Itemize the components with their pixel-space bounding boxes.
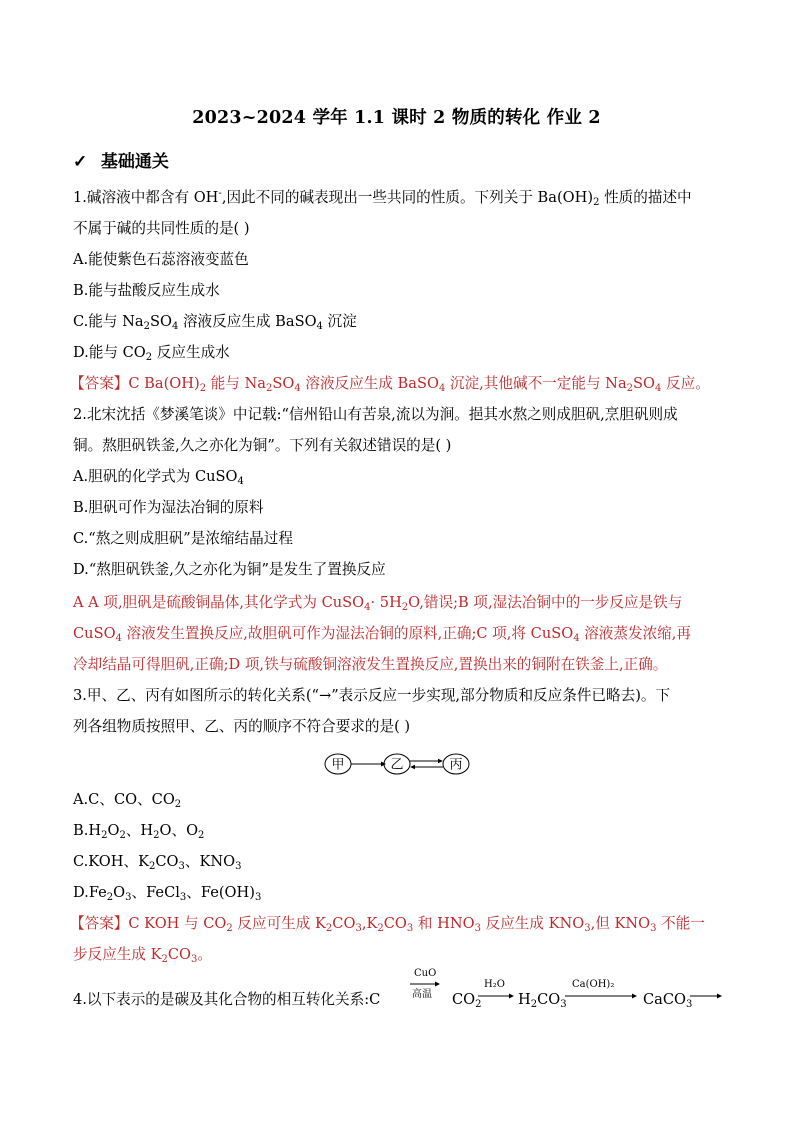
q1-option-b: B.能与盐酸反应生成水: [73, 282, 220, 299]
arrow-yi-bing-head: [438, 759, 443, 763]
q4-product-h2co3: $H_2CO_3$: [518, 991, 567, 1010]
q4-arrow2: [478, 993, 514, 999]
q3-answer-line1: 【答案】C KOH 与 $CO_2$ 反应可生成 $K_2CO_3,K_2CO_3$ 和 $HNO_3$ 反应生成 $KNO_3$,但 $KNO_3$ 不能一: [70, 915, 705, 934]
q3-option-b: $B.H_2O_2$、$H_2O$、$O_2$: [73, 822, 205, 841]
q3-option-c: C.KOH、$K_2CO_3$、$KNO_3$: [73, 853, 242, 872]
checkmark-icon: ✓: [73, 152, 88, 172]
page-title: 2023~2024 学年 1.1 课时 2 物质的转化 作业 2: [192, 108, 601, 128]
q1-stem-line2: 不属于碱的共同性质的是( ): [73, 220, 250, 237]
node-bing-label: 丙: [449, 757, 463, 773]
q1-answer: 【答案】C $Ba(OH)_2$ 能与 $Na_2SO_4$ 溶液反应生成 BaSO$_4$ 沉淀,其他碱不一定能与 $Na_2SO_4$ 反应。: [70, 375, 710, 394]
q4-arrow4: [690, 993, 722, 999]
q3-answer-line2: 步反应生成 $K_2CO_3$。: [73, 946, 213, 965]
q2-stem-line2: 铜。熬胆矾铁釜,久之亦化为铜”。下列有关叙述错误的是( ): [73, 437, 452, 454]
q2-stem-line1: 2.北宋沈括《梦溪笔谈》中记载:“信州铅山有苦泉,流以为涧。挹其水熬之则成胆矾,烹胆矾则成: [73, 406, 678, 423]
q4-arrow3-top-label: Ca(OH)₂: [572, 979, 615, 990]
q3-option-a: A.C、CO、$CO_2$: [73, 791, 182, 810]
section-heading: [73, 147, 169, 172]
conversion-diagram: [324, 752, 470, 780]
q4-arrow2-top-label: H₂O: [484, 979, 505, 990]
q3-stem-line2: 列各组物质按照甲、乙、丙的顺序不符合要求的是( ): [73, 718, 411, 735]
conversion-diagram-svg: [324, 752, 470, 776]
arrow-bing-yi-head: [410, 765, 415, 769]
q1-option-c: C.能与 $Na_2SO_4$ 溶液反应生成 BaSO$_4$ 沉淀: [73, 313, 357, 332]
q2-option-a: A.胆矾的化学式为 CuSO$_4$: [73, 468, 244, 487]
q2-answer-line1: A A 项,胆矾是硫酸铜晶体,其化学式为 CuSO$_4$· $5H_2O$,错误;B 项,湿法冶铜中的一步反应是铁与: [73, 594, 683, 613]
q4-product-caco3: CaCO$_3$: [643, 991, 693, 1010]
q4-product-co2: $CO_2$: [452, 991, 482, 1010]
q3-stem-line1: 3.甲、乙、丙有如图所示的转化关系(“→”表示反应一步实现,部分物质和反应条件已略去)。下: [73, 687, 671, 704]
node-yi-label: 乙: [390, 757, 404, 773]
q2-option-b: B.胆矾可作为湿法冶铜的原料: [73, 499, 264, 516]
q3-option-d: $D.Fe_2O_3$、FeCl$_3$、$Fe(OH)_3$: [73, 884, 262, 903]
q1-option-a: A.能使紫色石蕊溶液变蓝色: [73, 251, 249, 268]
q2-option-c: C.“熬之则成胆矾”是浓缩结晶过程: [73, 530, 293, 547]
q2-option-d: D.“熬胆矾铁釜,久之亦化为铜”是发生了置换反应: [73, 561, 386, 578]
q1-option-d: D.能与 $CO_2$ 反应生成水: [73, 344, 230, 363]
section-label: 基础通关: [100, 152, 169, 172]
q4-arrow1-top-label: CuO: [414, 968, 437, 979]
q2-answer-line2: CuSO$_4$ 溶液发生置换反应,故胆矾可作为湿法冶铜的原料,正确;C 项,将 CuSO$_4$ 溶液蒸发浓缩,再: [73, 625, 692, 644]
q4-arrow3: [565, 993, 637, 999]
q2-answer-line3: 冷却结晶可得胆矾,正确;D 项,铁与硫酸铜溶液发生置换反应,置换出来的铜附在铁釜上,正确。: [73, 656, 668, 673]
q4-stem-prefix: 4.以下表示的是碳及其化合物的相互转化关系:C: [73, 991, 381, 1008]
q4-arrow1-bottom-label: 高温: [412, 989, 432, 1000]
q1-stem-line1: 1.碱溶液中都含有 OH-,因此不同的碱表现出一些共同的性质。下列关于 $Ba(OH)_2$ 性质的描述中: [73, 188, 692, 208]
node-jia-label: 甲: [331, 757, 345, 773]
